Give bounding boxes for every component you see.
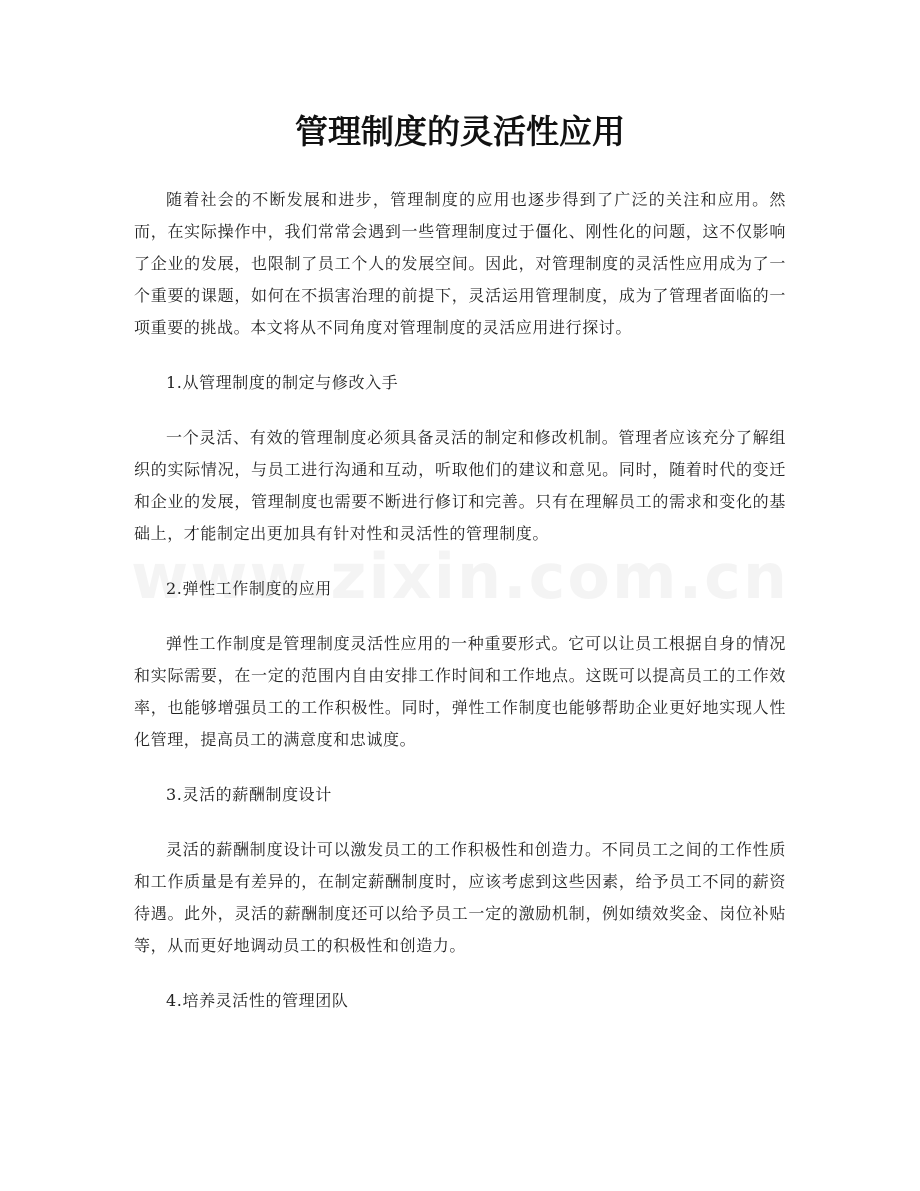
section-paragraph-1: 一个灵活、有效的管理制度必须具备灵活的制定和修改机制。管理者应该充分了解组织的实际情况，与员工进行沟通和互动，听取他们的建议和意见。同时，随着时代的变迁和企业的发展，管理制度也需要不断进行修订和完善。只有在理解员工的需求和变化的基础上，才能制定出更加具有针对性和灵活性的管理制度。: [134, 428, 786, 543]
section-heading-2: 2.弹性工作制度的应用: [166, 579, 332, 598]
section-heading-4: 4.培养灵活性的管理团队: [166, 991, 349, 1010]
document-body: [134, 184, 786, 1040]
document-title: 管理制度的灵活性应用: [295, 112, 625, 151]
intro-paragraph: 随着社会的不断发展和进步，管理制度的应用也逐步得到了广泛的关注和应用。然而，在实际操作中，我们常常会遇到一些管理制度过于僵化、刚性化的问题，这不仅影响了企业的发展，也限制了员工个人的发展空间。因此，对管理制度的灵活性应用成为了一个重要的课题，如何在不损害治理的前提下，灵活运用管理制度，成为了管理者面临的一项重要的挑战。本文将从不同角度对管理制度的灵活应用进行探讨。: [134, 190, 786, 337]
section-heading-3: 3.灵活的薪酬制度设计: [166, 785, 332, 804]
section-heading-1: 1.从管理制度的制定与修改入手: [166, 373, 399, 392]
section-paragraph-3: 灵活的薪酬制度设计可以激发员工的工作积极性和创造力。不同员工之间的工作性质和工作质量是有差异的，在制定薪酬制度时，应该考虑到这些因素，给予员工不同的薪资待遇。此外，灵活的薪酬制度还可以给予员工一定的激励机制，例如绩效奖金、岗位补贴等，从而更好地调动员工的积极性和创造力。: [134, 840, 786, 955]
section-paragraph-2: 弹性工作制度是管理制度灵活性应用的一种重要形式。它可以让员工根据自身的情况和实际需要，在一定的范围内自由安排工作时间和工作地点。这既可以提高员工的工作效率，也能够增强员工的工作积极性。同时，弹性工作制度也能够帮助企业更好地实现人性化管理，提高员工的满意度和忠诚度。: [134, 634, 786, 749]
